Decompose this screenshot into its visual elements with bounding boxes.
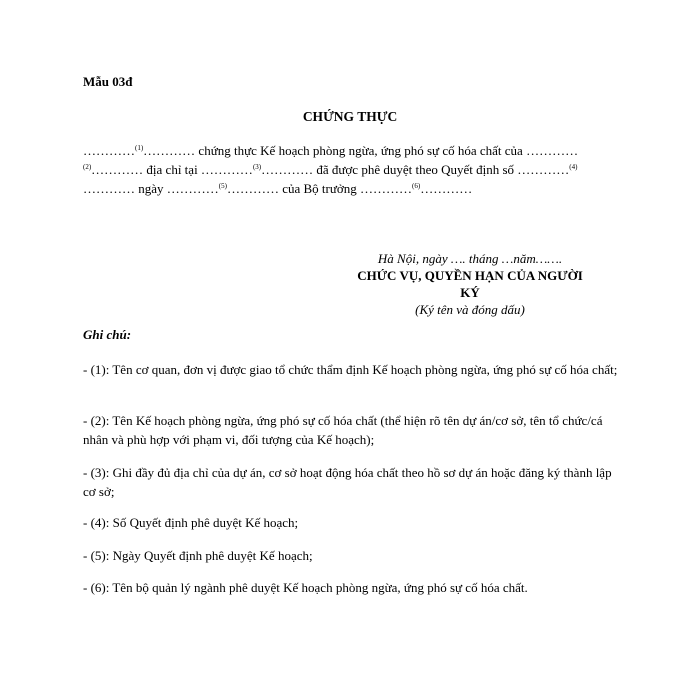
signer-title-line-1: CHỨC VỤ, QUYỀN HẠN CỦA NGƯỜI bbox=[357, 268, 583, 283]
body-text: ………… bbox=[83, 143, 135, 158]
body-text: ………… địa chỉ tại ………… bbox=[91, 162, 253, 177]
body-text: ………… chứng thực Kế hoạch phòng ngừa, ứng phó sự cố hóa chất của ………… bbox=[143, 143, 579, 158]
notes-title: Ghi chú: bbox=[83, 327, 132, 342]
note-item-3: - (3): Ghi đầy đủ địa chỉ của dự án, cơ sở hoạt động hóa chất theo hồ sơ dự án hoặc đăng ký thành lập cơ sở; bbox=[83, 465, 612, 499]
body-text: ………… của Bộ trưởng ………… bbox=[226, 181, 413, 196]
signature-hint: (Ký tên và đóng dấu) bbox=[415, 302, 525, 317]
signature-block bbox=[330, 250, 610, 318]
body-line-1 bbox=[83, 143, 578, 159]
footnote-ref-5: (5) bbox=[218, 182, 227, 190]
note-item-4: - (4): Số Quyết định phê duyệt Kế hoạch; bbox=[83, 515, 299, 530]
signature-date: Hà Nội, ngày …. tháng …năm……. bbox=[377, 251, 563, 266]
signer-title-line-2: KÝ bbox=[460, 285, 480, 300]
note-item-5: - (5): Ngày Quyết định phê duyệt Kế hoạch; bbox=[83, 548, 313, 563]
footnote-ref-3: (3) bbox=[252, 163, 262, 171]
body-text: ………… bbox=[420, 181, 473, 196]
footnote-ref-6: (6) bbox=[412, 182, 421, 190]
footnote-ref-2: (2) bbox=[83, 163, 92, 171]
body-line-2 bbox=[83, 162, 577, 178]
body-text: ………… đã được phê duyệt theo Quyết định số ………… bbox=[261, 162, 570, 177]
footnote-ref-4: (4) bbox=[569, 163, 578, 171]
body-text: ………… ngày ………… bbox=[83, 181, 219, 196]
note-item-6: - (6): Tên bộ quản lý ngành phê duyệt Kế hoạch phòng ngừa, ứng phó sự cố hóa chất. bbox=[83, 580, 528, 595]
document-title: CHỨNG THỰC bbox=[302, 109, 398, 124]
footnote-ref-1: (1) bbox=[135, 144, 144, 152]
body-line-3 bbox=[83, 181, 472, 197]
note-item-2: - (2): Tên Kế hoạch phòng ngừa, ứng phó sự cố hóa chất (thể hiện rõ tên dự án/cơ sở, tên tổ chức/cá nhân và phù hợp với phạm vi, đối tượng của Kế hoạch); bbox=[83, 413, 603, 447]
form-code: Mẫu 03đ bbox=[83, 74, 133, 89]
note-item-1: - (1): Tên cơ quan, đơn vị được giao tổ chức thẩm định Kế hoạch phòng ngừa, ứng phó sự cố hóa chất; bbox=[83, 362, 618, 377]
